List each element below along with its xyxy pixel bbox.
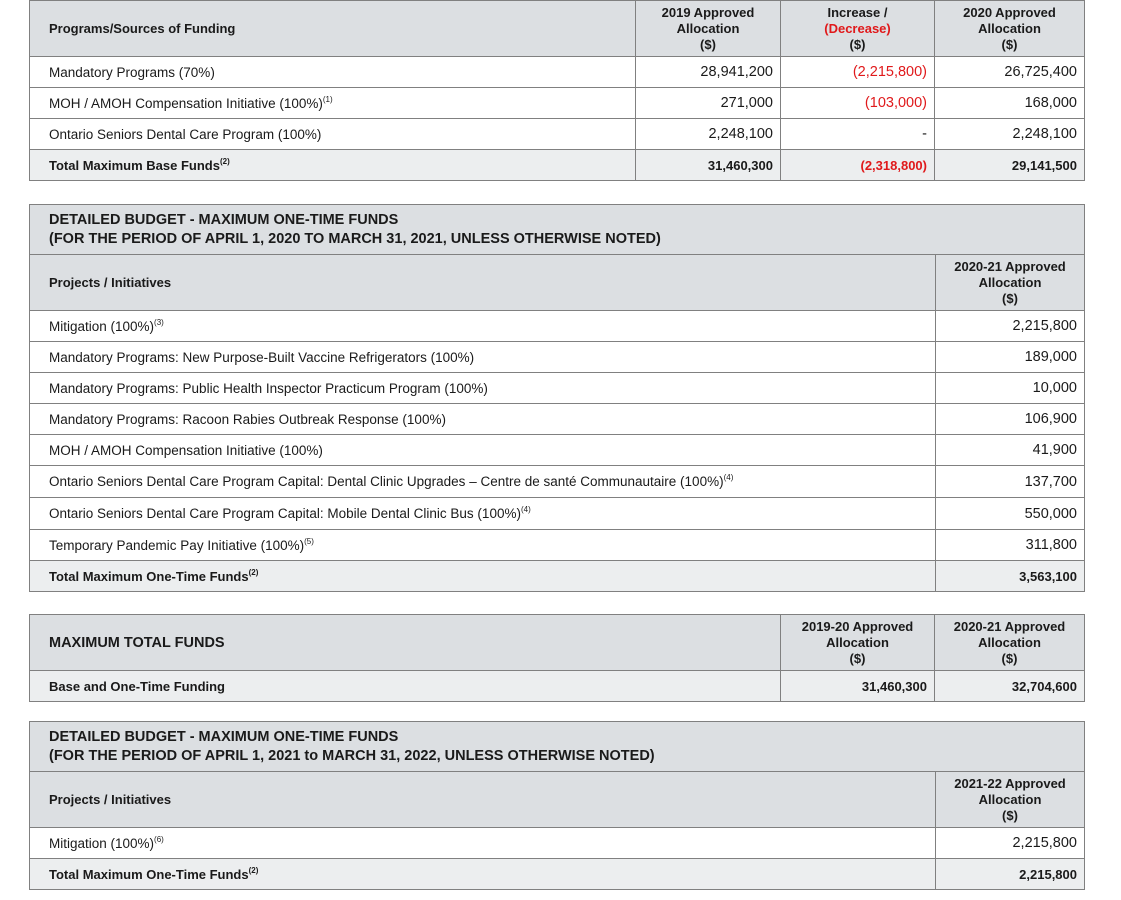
base-funding-table [29,0,1085,181]
section-title: DETAILED BUDGET - MAXIMUM ONE-TIME FUNDS (FOR THE PERIOD OF APRIL 1, 2020 TO MARCH 31, 2021, UNLESS OTHERWISE NOTED) [30,205,936,255]
table-row [30,119,1085,150]
header-2019-20-allocation: 2019-20 Approved Allocation ($) [781,615,935,671]
row-value: 10,000 [936,373,1085,404]
row-value: 2,215,800 [936,828,1085,859]
total-label: Total Maximum One-Time Funds$^{(2)}$ [30,859,936,890]
header-2020-allocation: 2020 Approved Allocation ($) [935,1,1085,57]
one-time-funds-2021-22-table [29,721,1085,890]
value-change: (103,000) [781,88,935,119]
footnote-marker: (5) [304,536,314,546]
total-label: Total Maximum One-Time Funds$^{(2)}$ [30,561,936,592]
value-2019: 2,248,100 [636,119,781,150]
footnote-marker: (2) [219,156,230,166]
footnote-marker: (4) [520,505,531,514]
table-row [30,88,1085,119]
total-label: Base and One-Time Funding [30,671,781,702]
footnote-marker: (2) [248,567,259,577]
total-2020: 29,141,500 [935,150,1085,181]
row-value: 41,900 [936,435,1085,466]
total-change: (2,318,800) [781,150,935,181]
table-header-row [30,1,1085,57]
table-row [30,404,1085,435]
total-row [30,150,1085,181]
maximum-total-funds-title: MAXIMUM TOTAL FUNDS [30,615,781,671]
total-2019-20: 31,460,300 [781,671,935,702]
row-label: Mandatory Programs: Racoon Rabies Outbreak Response (100%) [30,404,936,435]
total-value: 2,215,800 [936,859,1085,890]
row-value: 189,000 [936,342,1085,373]
table-row [30,342,1085,373]
row-value: 137,700 [936,466,1085,498]
table-header-row [30,615,1085,671]
total-2019: 31,460,300 [636,150,781,181]
section-title-row [30,205,1085,255]
row-value: 550,000 [936,498,1085,530]
row-label: Mandatory Programs (70%) [30,57,636,88]
total-2020-21: 32,704,600 [935,671,1085,702]
table-header-row [30,255,1085,311]
value-change: - [781,119,935,150]
total-value: 3,563,100 [936,561,1085,592]
value-2019: 271,000 [636,88,781,119]
header-programs-sources: Programs/Sources of Funding [30,1,636,57]
total-row [30,859,1085,890]
value-2020: 2,248,100 [935,119,1085,150]
row-label: Ontario Seniors Dental Care Program Capital: Dental Clinic Upgrades – Centre de santé Communautaire $(100\%)^{(4)}$ [30,466,936,498]
row-label: Ontario Seniors Dental Care Program Capital: Mobile Dental Clinic Bus $(100\%)^{(4)}$ [30,498,936,530]
row-label: Mandatory Programs: New Purpose-Built Vaccine Refrigerators (100%) [30,342,936,373]
header-increase-decrease: Increase / (Decrease) ($) [781,1,935,57]
value-2020: 26,725,400 [935,57,1085,88]
header-2020-21-allocation: 2020-21 Approved Allocation ($) [936,255,1085,311]
row-value: 2,215,800 [936,311,1085,342]
row-label: Mitigation $(100\%)^{(6)}$ [30,828,936,859]
row-label: Mandatory Programs: Public Health Inspector Practicum Program (100%) [30,373,936,404]
table-row [30,466,1085,498]
table-row [30,373,1085,404]
header-projects-initiatives: Projects / Initiatives [30,772,936,828]
value-2020: 168,000 [935,88,1085,119]
footnote-marker: (6) [154,834,164,844]
row-label: MOH / AMOH Compensation Initiative (100%) [30,435,936,466]
table-row [30,530,1085,561]
table-row [30,57,1085,88]
table-row [30,828,1085,859]
total-row [30,561,1085,592]
header-2021-22-allocation: 2021-22 Approved Allocation ($) [936,772,1085,828]
maximum-total-funds-table [29,614,1085,702]
row-label: Temporary Pandemic Pay Initiative $(100\%)^{(5)}$ [30,530,936,561]
section-title: DETAILED BUDGET - MAXIMUM ONE-TIME FUNDS (FOR THE PERIOD OF APRIL 1, 2021 to MARCH 31, 2022, UNLESS OTHERWISE NOTED) [30,722,936,772]
footnote-marker: (4) [723,473,734,482]
row-value: 311,800 [936,530,1085,561]
total-label: Total Maximum Base Funds$^{(2)}$ [30,150,636,181]
row-value: 106,900 [936,404,1085,435]
table-header-row [30,772,1085,828]
row-label: MOH / AMOH Compensation Initiative $(100\%)^{(1)}$ [30,88,636,119]
table-row [30,435,1085,466]
row-label: Ontario Seniors Dental Care Program (100%) [30,119,636,150]
header-2020-21-allocation: 2020-21 Approved Allocation ($) [935,615,1085,671]
value-change: (2,215,800) [781,57,935,88]
row-label: Mitigation $(100\%)^{(3)}$ [30,311,936,342]
total-row [30,671,1085,702]
one-time-funds-2020-21-table [29,204,1085,592]
footnote-marker: (2) [248,865,259,875]
header-projects-initiatives: Projects / Initiatives [30,255,936,311]
section-title-row [30,722,1085,772]
header-2019-allocation: 2019 Approved Allocation ($) [636,1,781,57]
table-row [30,498,1085,530]
footnote-marker: (1) [322,94,333,104]
table-row [30,311,1085,342]
section-title-filler [936,205,1085,255]
section-title-filler [936,722,1085,772]
footnote-marker: (3) [154,317,164,327]
value-2019: 28,941,200 [636,57,781,88]
